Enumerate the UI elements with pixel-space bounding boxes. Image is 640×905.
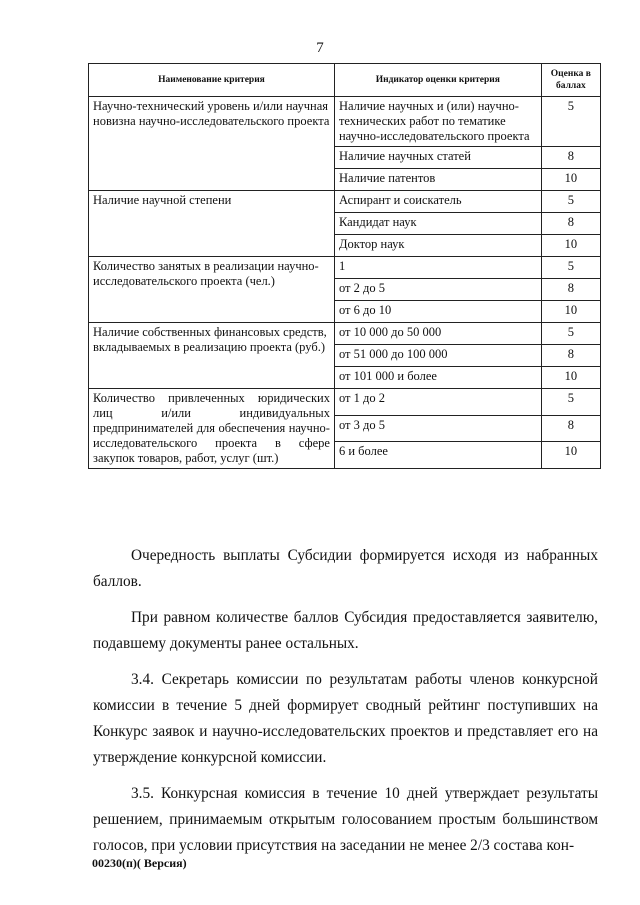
- table-row: [89, 389, 601, 416]
- indicator-cell: Аспирант и соискатель: [334, 191, 541, 213]
- score-cell: 5: [541, 191, 600, 213]
- score-cell: 8: [541, 213, 600, 235]
- header-score: Оценка в баллах: [541, 64, 600, 97]
- indicator-cell: от 1 до 2: [334, 389, 541, 416]
- score-cell: 10: [541, 442, 600, 469]
- score-cell: 8: [541, 147, 600, 169]
- table-row: [89, 97, 601, 147]
- table-row: [89, 191, 601, 213]
- criterion-cell: Наличие научной степени: [89, 191, 335, 257]
- indicator-cell: от 10 000 до 50 000: [334, 323, 541, 345]
- indicator-cell: Кандидат наук: [334, 213, 541, 235]
- table-header-row: [89, 64, 601, 97]
- indicator-cell: от 101 000 и более: [334, 367, 541, 389]
- table-row: [89, 323, 601, 345]
- criterion-cell: Количество привлеченных юридических лиц и/или индивидуальных предпринимателей для обеспечения научно-исследовательского проекта в сфере закупок товаров, работ, услуг (шт.): [89, 389, 335, 469]
- score-cell: 5: [541, 97, 600, 147]
- indicator-cell: Наличие научных и (или) научно-технических работ по тематике научно-исследовательского проекта: [334, 97, 541, 147]
- paragraph: При равном количестве баллов Субсидия предоставляется заявителю, подавшему документы ранее остальных.: [93, 609, 598, 652]
- paragraph: Очередность выплаты Субсидии формируется исходя из набранных баллов.: [93, 547, 598, 590]
- score-cell: 8: [541, 415, 600, 442]
- paragraph: 3.5. Конкурсная комиссия в течение 10 дней утверждает результаты решением, принимаемым открытым голосованием простым большинством голосов, при условии присутствия на заседании не менее 2/3 состава кон-: [93, 785, 598, 854]
- score-cell: 5: [541, 389, 600, 416]
- score-cell: 8: [541, 279, 600, 301]
- indicator-cell: 1: [334, 257, 541, 279]
- score-cell: 5: [541, 323, 600, 345]
- score-cell: 10: [541, 301, 600, 323]
- header-indicator: Индикатор оценки критерия: [334, 64, 541, 97]
- score-cell: 10: [541, 169, 600, 191]
- score-cell: 8: [541, 345, 600, 367]
- header-criterion: Наименование критерия: [89, 64, 335, 97]
- indicator-cell: Наличие научных статей: [334, 147, 541, 169]
- paragraph: 3.4. Секретарь комиссии по результатам работы членов конкурсной комиссии в течение 5 дней формирует сводный рейтинг поступивших на Конкурс заявок и научно-исследовательских проектов и представляет его на утверждение конкурсной комиссии.: [93, 671, 598, 766]
- document-footer: 00230(п)( Версия): [92, 856, 187, 870]
- page-number: 7: [316, 40, 324, 56]
- indicator-cell: от 51 000 до 100 000: [334, 345, 541, 367]
- score-cell: 10: [541, 235, 600, 257]
- indicator-cell: от 3 до 5: [334, 415, 541, 442]
- criterion-cell: Наличие собственных финансовых средств, вкладываемых в реализацию проекта (руб.): [89, 323, 335, 389]
- score-cell: 10: [541, 367, 600, 389]
- body-text: [93, 543, 598, 869]
- indicator-cell: от 6 до 10: [334, 301, 541, 323]
- indicator-cell: Доктор наук: [334, 235, 541, 257]
- criterion-cell: Количество занятых в реализации научно-исследовательского проекта (чел.): [89, 257, 335, 323]
- indicator-cell: 6 и более: [334, 442, 541, 469]
- indicator-cell: Наличие патентов: [334, 169, 541, 191]
- table-row: [89, 257, 601, 279]
- criterion-cell: Научно-технический уровень и/или научная новизна научно-исследовательского проекта: [89, 97, 335, 191]
- criteria-table: [88, 63, 601, 469]
- score-cell: 5: [541, 257, 600, 279]
- indicator-cell: от 2 до 5: [334, 279, 541, 301]
